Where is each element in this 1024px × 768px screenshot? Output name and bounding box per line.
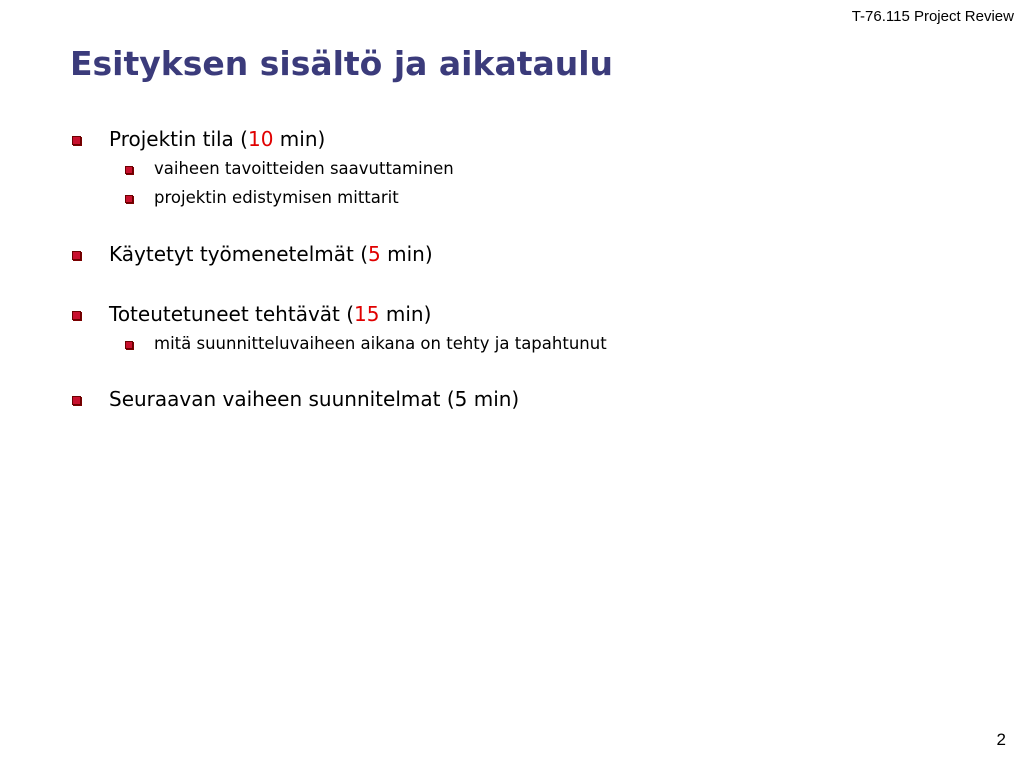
- bullet-text: Projektin tila (: [109, 127, 248, 151]
- bullet-item-tyomenetelmat: [109, 242, 433, 266]
- sub-bullet-text: projektin edistymisen mittarit: [154, 188, 399, 207]
- duration-highlight: 5: [368, 242, 381, 266]
- bullet-text: Käytetyt työmenetelmät (: [109, 242, 369, 266]
- square-bullet-icon: [72, 136, 81, 145]
- square-bullet-icon: [125, 341, 133, 349]
- square-bullet-icon: [125, 195, 133, 203]
- square-bullet-icon: [72, 396, 81, 405]
- bullet-text-suffix: min): [380, 242, 433, 266]
- bullet-item-suunnitelmat: [109, 387, 519, 411]
- sub-bullet-text: vaiheen tavoitteiden saavuttaminen: [154, 159, 454, 178]
- slide-header-tag: T-76.115 Project Review: [851, 8, 1014, 25]
- bullet-item-projektin-tila: [109, 127, 325, 151]
- bullet-text: Seuraavan vaiheen suunnitelmat (5 min): [109, 387, 520, 411]
- slide-title: Esityksen sisältö ja aikataulu: [70, 44, 614, 83]
- page-number: 2: [996, 730, 1006, 749]
- duration-highlight: 15: [354, 302, 380, 326]
- bullet-text-suffix: min): [273, 127, 326, 151]
- bullet-text-suffix: min): [379, 302, 432, 326]
- bullet-text: Toteutetuneet tehtävät (: [109, 302, 355, 326]
- square-bullet-icon: [72, 251, 81, 260]
- duration-highlight: 10: [247, 127, 274, 151]
- sub-bullet-text: mitä suunnitteluvaiheen aikana on tehty ja tapahtunut: [154, 334, 607, 353]
- sub-bullet-item: [154, 188, 399, 207]
- square-bullet-icon: [72, 311, 81, 320]
- square-bullet-icon: [125, 166, 133, 174]
- sub-bullet-item: [154, 334, 607, 353]
- sub-bullet-item: [154, 159, 454, 178]
- bullet-item-tehtavat: [109, 302, 431, 326]
